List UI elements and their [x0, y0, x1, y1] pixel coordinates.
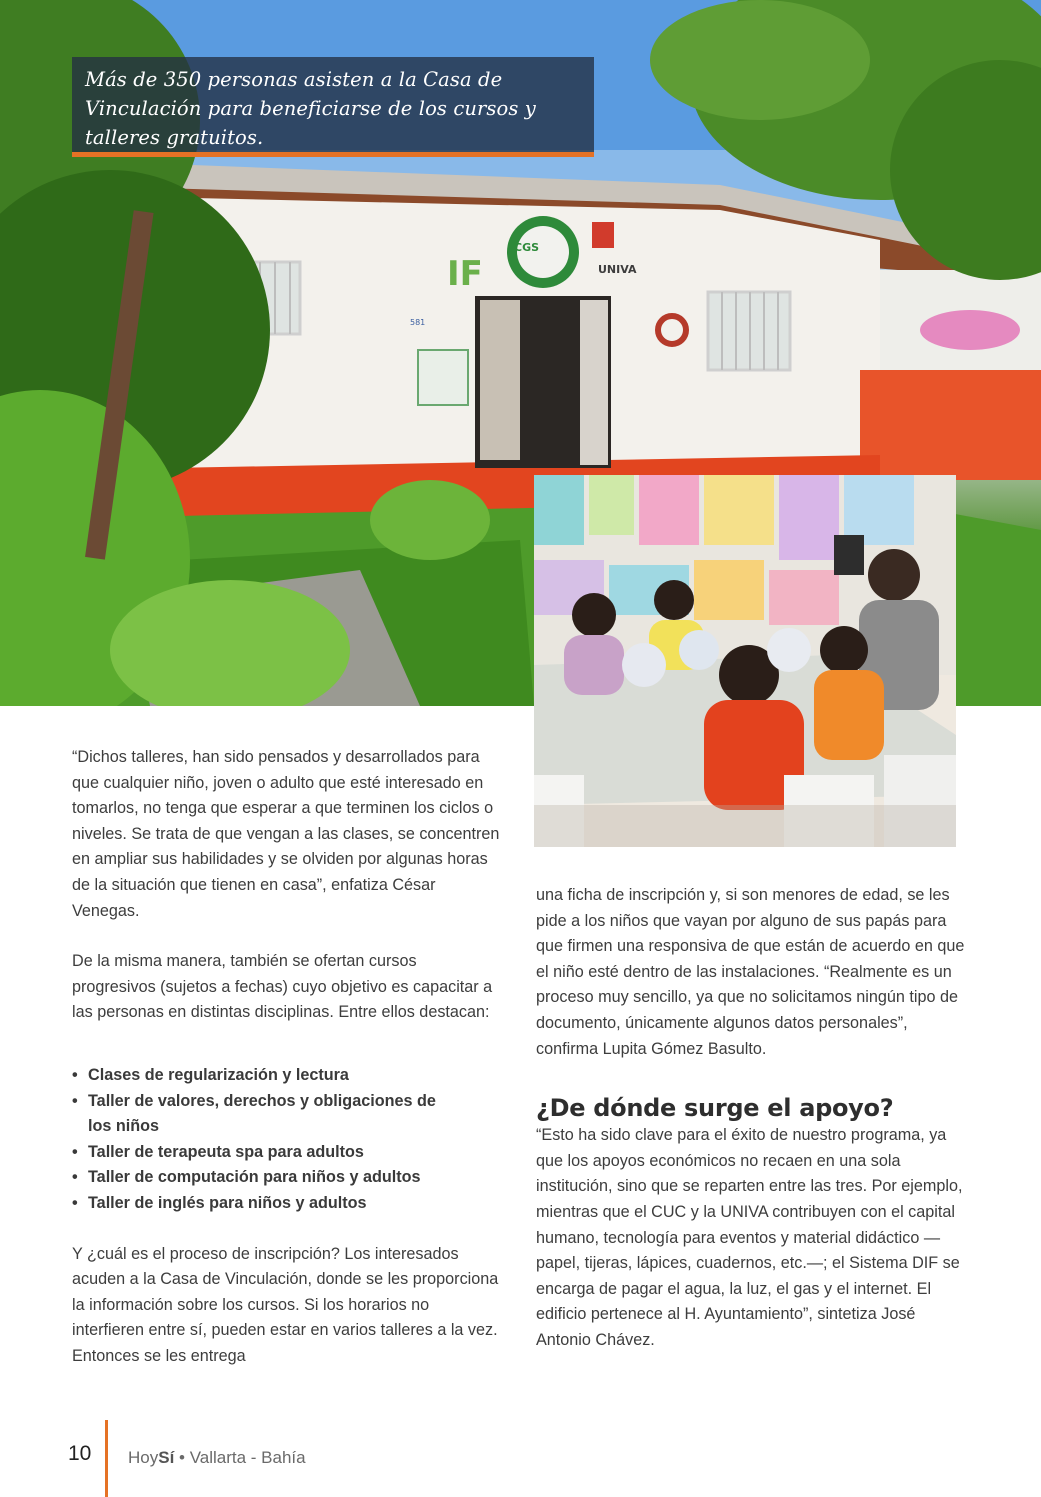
photo-caption: Más de 350 personas asisten a la Casa de Vinculación para beneficiarse de los cursos y talleres gratuitos.	[85, 68, 536, 149]
svg-text:CGS: CGS	[514, 241, 540, 254]
publication-suffix: • Vallarta - Bahía	[174, 1448, 306, 1467]
inset-photo-classroom	[534, 475, 956, 847]
paragraph: De la misma manera, también se ofertan cursos progresivos (sujetos a fechas) cuyo objetivo es capacitar a las personas en distintas disciplinas. Entre ellos destacan:	[72, 952, 493, 1022]
list-item: • Taller de inglés para niños y adultos	[72, 1191, 502, 1217]
photo-caption-box	[72, 57, 594, 157]
publication-prefix: Hoy	[128, 1448, 159, 1467]
paragraph: “Dichos talleres, han sido pensados y desarrollados para que cualquier niño, joven o adulto que esté interesado en tomarlos, no tenga que esperar a que terminen los ciclos o niveles. Se trata de que vengan a las clases, se concentren en ampliar sus habilidades y se olviden por algunas horas de la situación que tienen en casa”, enfatiza César Venegas.	[72, 748, 500, 920]
page-footer	[0, 1420, 1041, 1497]
publication-name	[128, 1448, 306, 1468]
page-number: 10	[68, 1442, 92, 1465]
paragraph: una ficha de inscripción y, si son menores de edad, se les pide a los niños que vayan por alguno de sus papás para que firmen una responsiva de que están de acuerdo en que el niño esté dentro de las instalaciones. “Realmente es un proceso muy sencillo, ya que no solicitamos ningún tipo de documento, únicamente algunos datos personales”, confirma Lupita Gómez Basulto.	[536, 886, 965, 1058]
list-item: • Taller de valores, derechos y obligaciones de los niños	[72, 1089, 458, 1140]
publication-brand: Sí	[158, 1448, 175, 1467]
left-text-column	[72, 745, 502, 1369]
list-item: • Clases de regularización y lectura	[72, 1063, 502, 1089]
course-list	[72, 1063, 502, 1217]
inset-photo-illustration	[534, 475, 956, 847]
dif-sign: IF	[447, 254, 483, 294]
list-item: • Taller de computación para niños y adultos	[72, 1165, 502, 1191]
paragraph: Y ¿cuál es el proceso de inscripción? Los interesados acuden a la Casa de Vinculación, donde se les proporciona la información sobre los cursos. Si los horarios no interfieren entre sí, pueden estar en varios talleres a la vez. Entonces se les entrega	[72, 1244, 499, 1365]
univa-sign: UNIVA	[598, 263, 637, 276]
footer-divider	[105, 1420, 108, 1497]
paragraph: “Esto ha sido clave para el éxito de nuestro programa, ya que los apoyos económicos no recaen en una sola institución, sino que se reparten entre las tres. Por ejemplo, mientras que el CUC y la UNIVA contribuyen con el capital humano, tecnología para eventos y material didáctico —papel, tijeras, lápices, cuadernos, etc.—; el Sistema DIF se encarga de pagar el agua, la luz, el gas y el internet. El edificio pertenece al H. Ayuntamiento”, sintetiza José Antonio Chávez.	[536, 1126, 963, 1349]
list-item: • Taller de terapeuta spa para adultos	[72, 1140, 502, 1166]
house-number: 581	[410, 318, 426, 327]
section-heading: ¿De dónde surge el apoyo?	[536, 1094, 894, 1123]
right-text-column	[536, 883, 966, 1354]
